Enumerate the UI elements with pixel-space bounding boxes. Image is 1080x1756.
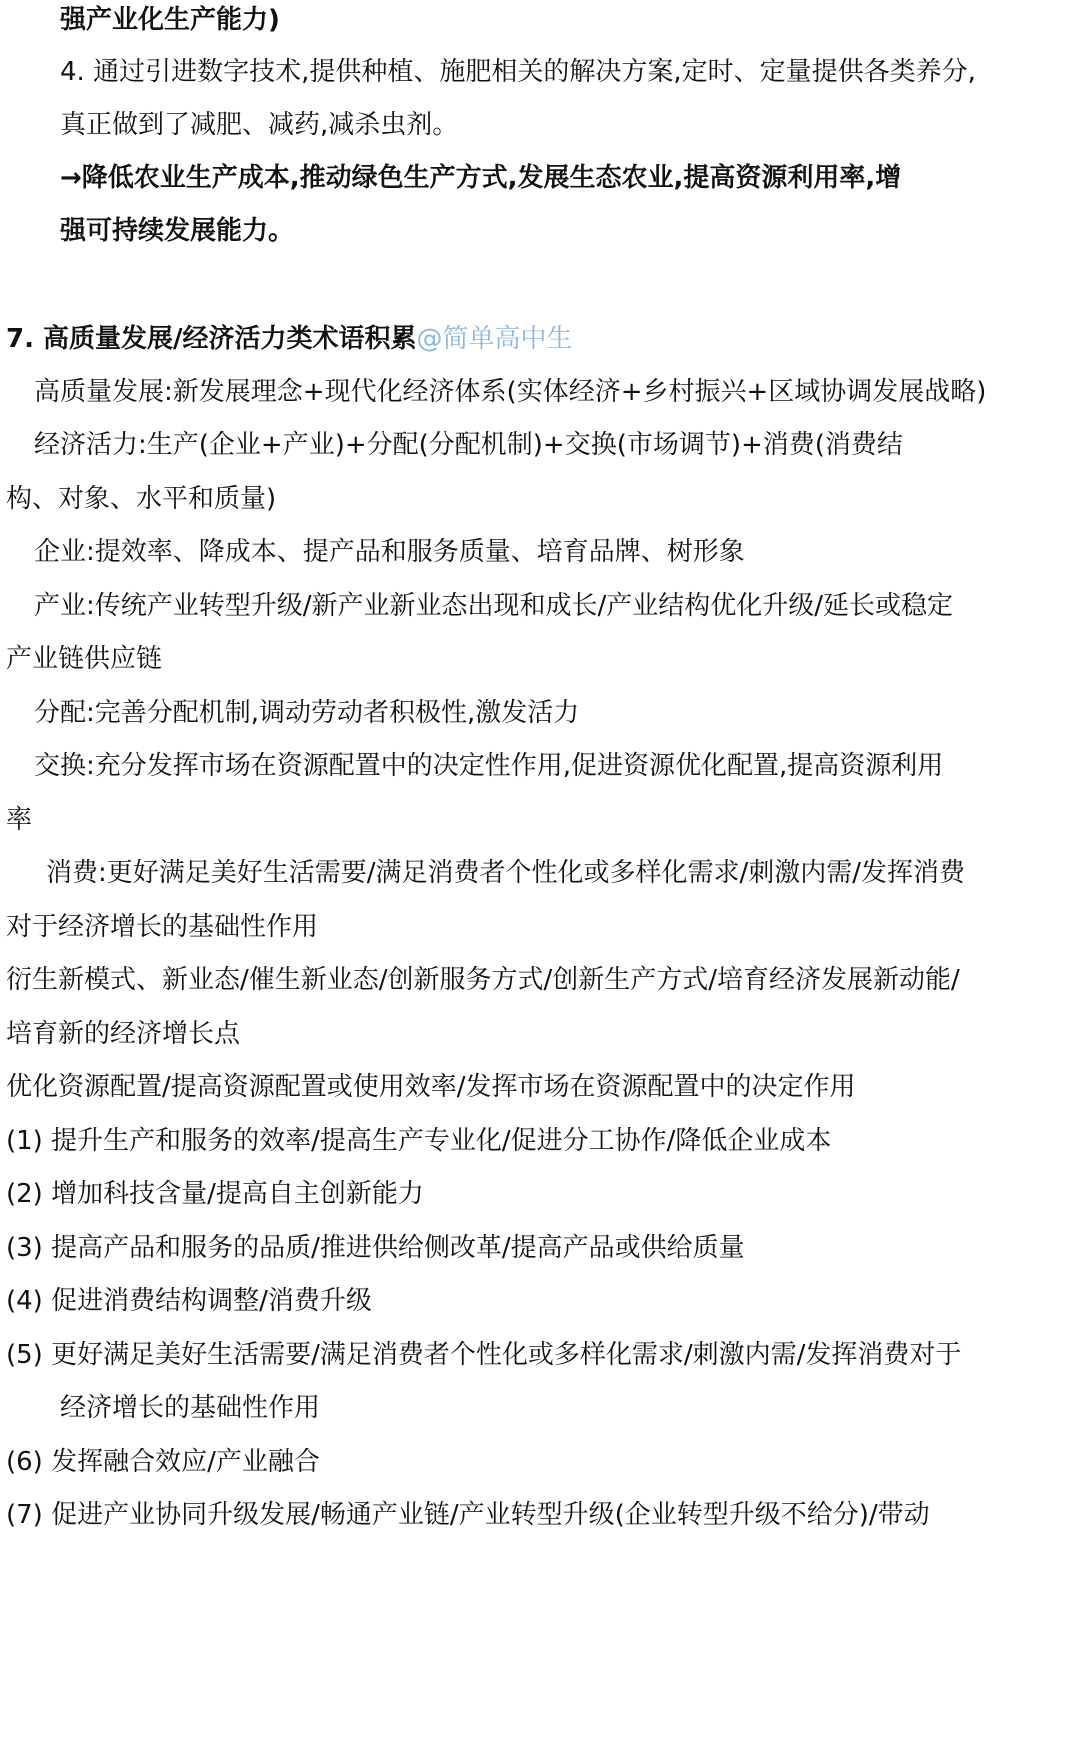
watermark: @简单高中生 <box>416 324 573 354</box>
text-line: 消费:更好满足美好生活需要/满足消费者个性化或多样化需求/刺激内需/发挥消费 <box>46 858 966 888</box>
text-line: 衍生新模式、新业态/催生新业态/创新服务方式/创新生产方式/培育经济发展新动能/ <box>6 965 960 995</box>
text-line: 分配:完善分配机制,调动劳动者积极性,激发活力 <box>34 698 580 728</box>
list-item: (5) 更好满足美好生活需要/满足消费者个性化或多样化需求/刺激内需/发挥消费对于 <box>6 1340 962 1370</box>
text-line: 交换:充分发挥市场在资源配置中的决定性作用,促进资源优化配置,提高资源利用 <box>34 751 944 781</box>
text-line: 优化资源配置/提高资源配置或使用效率/发挥市场在资源配置中的决定作用 <box>6 1072 856 1102</box>
text-line: 高质量发展:新发展理念+现代化经济体系(实体经济+乡村振兴+区域协调发展战略) <box>34 377 987 407</box>
text-line: 企业:提效率、降成本、提产品和服务质量、培育品牌、树形象 <box>34 537 745 567</box>
list-item: (7) 促进产业协同升级发展/畅通产业链/产业转型升级(企业转型升级不给分)/带动 <box>6 1500 930 1530</box>
text-line: 真正做到了减肥、减药,减杀虫剂。 <box>60 110 459 140</box>
list-item-continuation: 经济增长的基础性作用 <box>60 1393 321 1423</box>
text-line: 强可持续发展能力。 <box>60 216 295 246</box>
section-title-text: 7. 高质量发展/经济活力类术语积累 <box>6 324 417 354</box>
text-line: 率 <box>6 805 33 835</box>
section-title <box>6 319 573 359</box>
list-item: (4) 促进消费结构调整/消费升级 <box>6 1286 372 1316</box>
list-item: (6) 发挥融合效应/产业融合 <box>6 1447 320 1477</box>
list-item: (2) 增加科技含量/提高自主创新能力 <box>6 1179 424 1209</box>
text-line: 强产业化生产能力) <box>60 5 280 35</box>
list-item: (3) 提高产品和服务的品质/推进供给侧改革/提高产品或供给质量 <box>6 1233 745 1263</box>
text-line: 产业:传统产业转型升级/新产业新业态出现和成长/产业结构优化升级/延长或稳定 <box>34 591 954 621</box>
text-line: 经济活力:生产(企业+产业)+分配(分配机制)+交换(市场调节)+消费(消费结 <box>34 430 903 460</box>
list-item: (1) 提升生产和服务的效率/提高生产专业化/促进分工协作/降低企业成本 <box>6 1126 832 1156</box>
text-line: 4. 通过引进数字技术,提供种植、施肥相关的解决方案,定时、定量提供各类养分, <box>60 57 976 87</box>
text-line: 产业链供应链 <box>6 644 163 674</box>
text-line: 对于经济增长的基础性作用 <box>6 912 319 942</box>
text-line: 培育新的经济增长点 <box>6 1019 241 1049</box>
text-line: →降低农业生产成本,推动绿色生产方式,发展生态农业,提高资源利用率,增 <box>60 163 902 193</box>
text-line: 构、对象、水平和质量) <box>6 484 277 514</box>
